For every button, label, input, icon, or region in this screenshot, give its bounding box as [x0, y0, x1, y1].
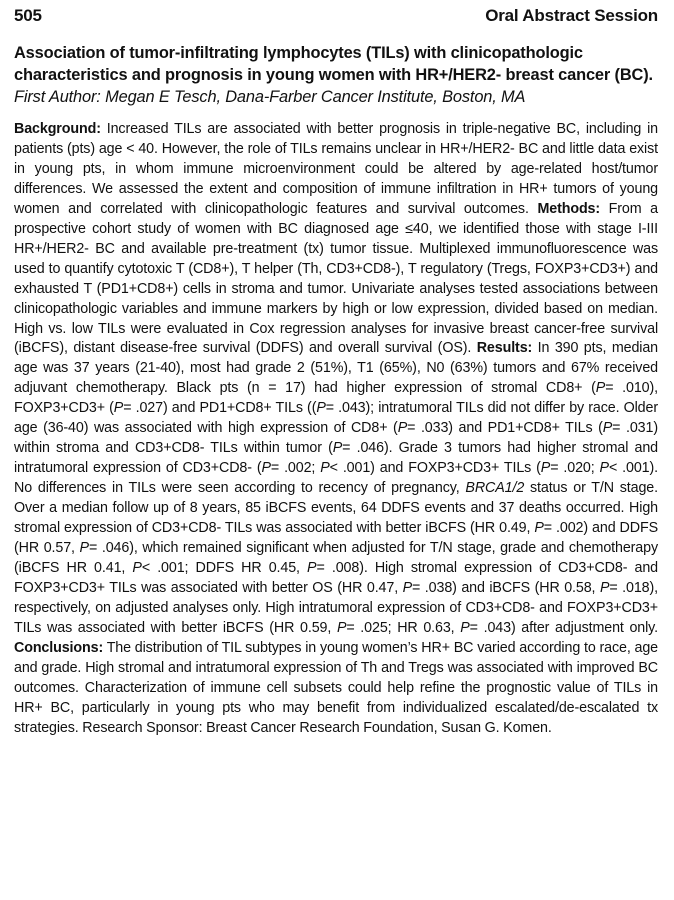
results-text: = .002;: [270, 460, 321, 477]
results-text: = .043); intratumoral TILs did not differ by race. Older age (36-40) was associated with high expression of CD8+ (: [14, 400, 658, 437]
results-text: = .008). High stromal expression of CD3+CD8- and FOXP3+CD3+ TILs was associated with better OS (HR 0.47,: [14, 559, 658, 596]
results-text: status or T/N stage. Over a median follow up of 8 years, 85 iBCFS events, 64 DDFS events and 37 deaths occurred. High stromal expression of CD3+CD8- TILs was associated with better iBCFS (HR 0.49,: [14, 480, 658, 537]
results-text: < .001). No differences in TILs were seen according to recency of pregnancy,: [14, 460, 658, 497]
results-text: = .046), which remained significant when adjusted for T/N stage, grade and chemotherapy (iBCFS HR 0.41,: [14, 540, 658, 576]
p-value-symbol: P: [307, 559, 317, 576]
results-label: Results:: [476, 340, 533, 357]
results-text: = .033) and PD1+CD8+ TILs (: [407, 420, 603, 437]
p-value-symbol: P: [599, 460, 609, 477]
background-text: Increased TILs are associated with better prognosis in triple-negative BC, including in patients (pts) age < 40. However, the role of TILs remains unclear in HR+/HER2- BC and little data exist in young pts, in whom immune microenvironment could be altered by age-related host/tumor differences. We assessed the extent and composition of immune infiltration in HR+ tumors of young women and correlated with clinicopathologic features and survival outcomes.: [14, 121, 658, 217]
results-text: < .001) and FOXP3+CD3+ TILs (: [329, 460, 541, 477]
p-value-symbol: P: [113, 400, 124, 417]
abstract-title-block: [14, 42, 658, 108]
methods-label: Methods:: [537, 200, 601, 217]
abstract-number: 505: [14, 6, 42, 25]
results-text: = .046). Grade 3 tumors had higher stromal and intratumoral expression of CD3+CD8- (: [14, 440, 658, 477]
results-text: = .031) within stroma and CD3+CD8- TILs within tumor (: [14, 420, 658, 457]
background-label: Background:: [14, 121, 101, 137]
brca-gene-name: BRCA1/2: [465, 480, 525, 497]
results-text: = .025; HR 0.63,: [346, 619, 461, 636]
conclusions-label: Conclusions:: [14, 639, 104, 656]
abstract-title: Association of tumor-infiltrating lymphocytes (TILs) with clinicopathologic characteristics and prognosis in young women with HR+/HER2- breast cancer (BC).: [14, 44, 653, 84]
page-header: [14, 6, 658, 30]
conclusions-text: The distribution of TIL subtypes in young women’s HR+ BC varied according to race, age and grade. High stromal and intratumoral expression of Th and Tregs was associated with improved BC outcomes. Characterization of immune cell subsets could help refine the prognostic value of TILs in HR+ BC, particularly in young pts who may benefit from individualized escalated/de-escalated tx strategies. Research Sponsor: Breast Cancer Research Foundation, Susan G. Komen.: [14, 639, 658, 736]
results-text: = .002) and DDFS (HR 0.57,: [14, 520, 658, 557]
methods-text: From a prospective cohort study of women with BC diagnosed age ≤40, we identified those with stage I-III HR+/HER2- BC and available pre-treatment (tx) tumor tissue. Multiplexed immunofluorescence was used to quantify cytotoxic T (CD8+), T helper (Th, CD3+CD8-), T regulatory (Tregs, FOXP3+CD3+) and exhausted T (PD1+CD8+) cells in stroma and tumor. Univariate analyses tested associations between clinicopathologic variables and immune markers by high or low expression, divided based on median. High vs. low TILs were evaluated in Cox regression analyses for invasive breast cancer-free survival (iBCFS), distant disease-free survival (DDFS) and overall survival (OS).: [14, 200, 659, 357]
abstract-body: Background: Increased TILs are associated with better prognosis in triple-negative BC, including in patients (pts) age < 40. However, the role of TILs remains unclear in HR+/HER2- BC and little data exist in young pts, in whom immune microenvironment could be altered by age-related host/tumor differences. We assessed the extent and composition of immune infiltration in HR+ tumors of young women and correlated with clinicopathologic features and survival outcomes. Methods: From a prospective cohort study of women with BC diagnosed age ≤40, we identified those with stage I-III HR+/HER2- BC and available pre-treatment (tx) tumor tissue. Multiplexed immunofluorescence was used to quantify cytotoxic T (CD8+), T helper (Th, CD3+CD8-), T regulatory (Tregs, FOXP3+CD3+) and exhausted T (PD1+CD8+) cells in stroma and tumor. Univariate analyses tested associations between clinicopathologic variables and immune markers by high or low expression, divided based on median. High vs. low TILs were evaluated in Cox regression analyses for invasive breast cancer-free survival (iBCFS), distant disease-free survival (DDFS) and overall survival (OS). Results: In 390 pts, median age was 37 years (21-40), most had grade 2 (51%), T1 (65%), N0 (63%) tumors and 67% received adjuvant chemotherapy. Black pts (n = 17) had higher expression of stromal CD8+ (P= .010), FOXP3+CD3+ (P= .027) and PD1+CD8+ TILs ((P= .043); intratumoral TILs did not differ by race. Older age (36-40) was associated with high expression of CD8+ (P= .033) and PD1+CD8+ TILs (P= .031) within stroma and CD3+CD8- TILs within tumor (P= .046). Grade 3 tumors had higher stromal and intratumoral expression of CD3+CD8- (P= .002; P< .001) and FOXP3+CD3+ TILs (P= .020; P< .001). No differences in TILs were seen according to recency of pregnancy, BRCA1/2 status or T/N stage. Over a median follow up of 8 years, 85 iBCFS events, 64 DDFS events and 37 deaths occurred. High stromal expression of CD3+CD8- TILs was associated with better iBCFS (HR 0.49, P= .002) and DDFS (HR 0.57, P= .046), which remained significant when adjusted for T/N stage, grade and chemotherapy (iBCFS HR 0.41, P< .001; DDFS HR 0.45, P= .008). High stromal expression of CD3+CD8- and FOXP3+CD3+ TILs was associated with better OS (HR 0.47, P= .038) and iBCFS (HR 0.58, P= .018), respectively, on adjusted analyses only. High intratumoral expression of CD3+CD8- and FOXP3+CD3+ TILs was associated with better iBCFS (HR 0.59, P= .025; HR 0.63, P= .043) after adjustment only. Conclusions: The distribution of TIL subtypes in young women’s HR+ BC varied according to race, age and grade. High stromal and intratumoral expression of Th and Tregs was associated with improved BC outcomes. Characterization of immune cell subsets could help refine the prognostic value of TILs in HR+ BC, particularly in young pts who may benefit from individualized escalated/de-escalated tx strategies. Research Sponsor: Breast Cancer Research Foundation, Susan G. Komen.: [14, 121, 659, 736]
p-value-symbol: P: [402, 579, 413, 596]
results-text: In 390 pts, median age was 37 years (21-40), most had grade 2 (51%), T1 (65%), N0 (63%) tumors and 67% received adjuvant chemotherapy. Black pts (n = 17) had higher expression of stromal CD8+ (: [14, 340, 659, 397]
abstract-page: [14, 6, 658, 739]
p-value-symbol: P: [602, 420, 613, 437]
p-value-symbol: P: [336, 619, 347, 636]
p-value-symbol: P: [79, 540, 89, 557]
p-value-symbol: P: [460, 619, 470, 636]
results-text: = .018), respectively, on adjusted analyses only. High intratumoral expression of CD3+CD8- and FOXP3+CD3+ TILs was associated with better iBCFS (HR 0.59,: [14, 579, 659, 636]
author-line: First Author: Megan E Tesch, Dana-Farber Cancer Institute, Boston, MA: [14, 88, 526, 106]
results-text: = .010), FOXP3+CD3+ (: [14, 380, 658, 417]
results-text: = .020;: [550, 460, 600, 477]
p-value-symbol: P: [540, 460, 551, 477]
p-value-symbol: P: [595, 380, 606, 397]
p-value-symbol: P: [534, 520, 544, 537]
p-value-symbol: P: [320, 460, 330, 477]
results-text: = .038) and iBCFS (HR 0.58,: [412, 579, 600, 596]
results-text: < .001; DDFS HR 0.45,: [141, 559, 308, 576]
p-value-symbol: P: [332, 440, 343, 457]
p-value-symbol: P: [261, 460, 271, 477]
p-value-symbol: P: [316, 400, 326, 417]
p-value-symbol: P: [132, 559, 142, 576]
results-text: = .027) and PD1+CD8+ TILs (: [123, 400, 312, 417]
p-value-symbol: P: [397, 420, 408, 437]
results-text: = .043) after adjustment only.: [469, 619, 658, 636]
p-value-symbol: P: [599, 579, 610, 596]
session-label: Oral Abstract Session: [485, 6, 658, 25]
